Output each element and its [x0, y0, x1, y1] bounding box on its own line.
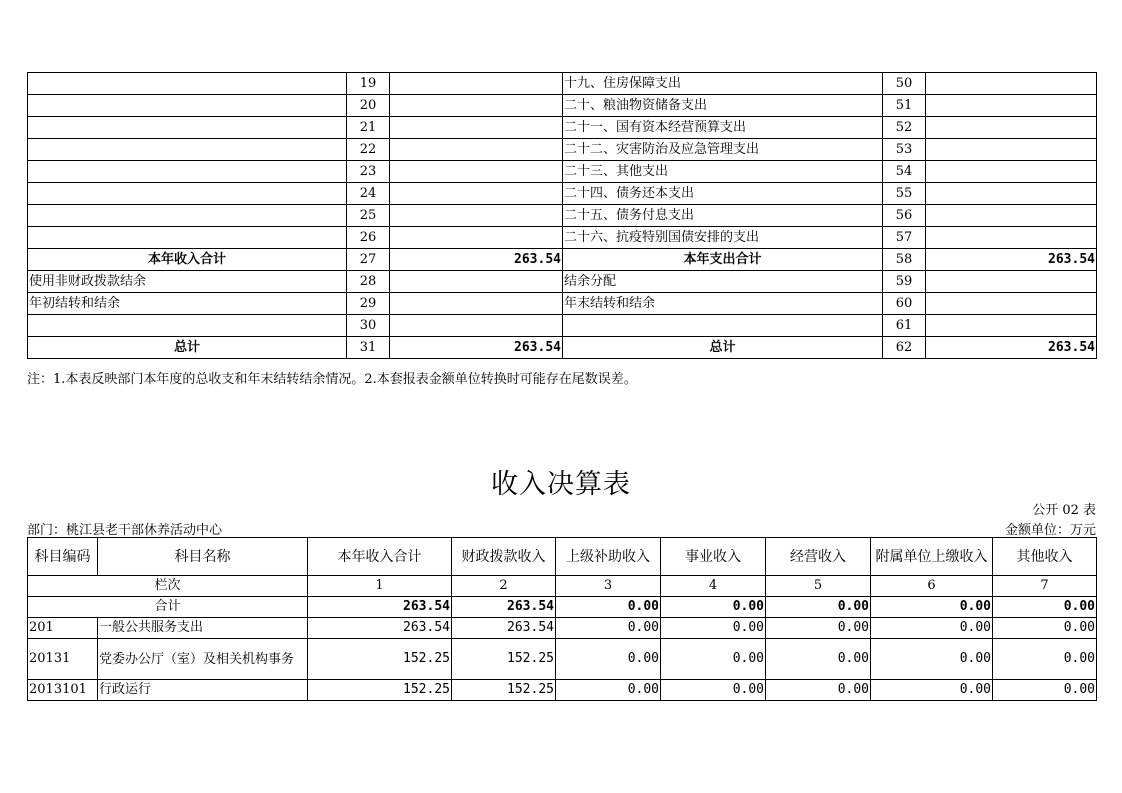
- table-row: [28, 337, 1097, 359]
- table-row: [28, 315, 1097, 337]
- table-row: [28, 271, 1097, 293]
- expense-line-number: 53: [883, 139, 926, 161]
- income-item-label: [28, 117, 347, 139]
- amount-cell: 0.00: [661, 680, 766, 701]
- expense-amount: [926, 183, 1097, 205]
- income-line-number: 30: [347, 315, 390, 337]
- income-item-label: [28, 227, 347, 249]
- income-item-label: 年初结转和结余: [28, 293, 347, 315]
- table-row: [28, 293, 1097, 315]
- income-line-number: 26: [347, 227, 390, 249]
- income-amount: [390, 271, 563, 293]
- table-row: [28, 117, 1097, 139]
- total-value: 263.54: [452, 597, 556, 618]
- header-cell: 附属单位上缴收入: [871, 538, 993, 576]
- income-amount: [390, 315, 563, 337]
- expense-amount: [926, 161, 1097, 183]
- subject-name: 党委办公厅（室）及相关机构事务: [98, 639, 308, 680]
- income-amount: [390, 139, 563, 161]
- header-cell: 上级补助收入: [556, 538, 661, 576]
- income-item-label: [28, 205, 347, 227]
- table-note: 注：1.本表反映部门本年度的总收支和年末结转结余情况。2.本套报表金额单位转换时可能存在尾数误差。: [27, 372, 637, 387]
- expense-item-label: 二十五、债务付息支出: [563, 205, 883, 227]
- expense-line-number: 51: [883, 95, 926, 117]
- table-row: [28, 161, 1097, 183]
- column-number: 1: [308, 576, 452, 597]
- expense-amount: [926, 227, 1097, 249]
- amount-cell: 0.00: [556, 618, 661, 639]
- income-expense-summary-table: [27, 72, 1097, 359]
- amount-cell: 0.00: [661, 618, 766, 639]
- expense-item-label: 二十四、债务还本支出: [563, 183, 883, 205]
- income-line-number: 20: [347, 95, 390, 117]
- income-amount: 263.54: [390, 337, 563, 359]
- expense-line-number: 55: [883, 183, 926, 205]
- income-amount: [390, 161, 563, 183]
- amount-cell: 0.00: [766, 680, 871, 701]
- expense-item-label: 二十二、灾害防治及应急管理支出: [563, 139, 883, 161]
- income-amount: [390, 117, 563, 139]
- expense-item-label: 二十三、其他支出: [563, 161, 883, 183]
- income-amount: [390, 73, 563, 95]
- amount-cell: 0.00: [993, 639, 1097, 680]
- report-title: 收入决算表: [491, 469, 631, 500]
- income-amount: [390, 95, 563, 117]
- header-cell: 财政拨款收入: [452, 538, 556, 576]
- amount-cell: 0.00: [993, 680, 1097, 701]
- total-label: 合计: [28, 597, 308, 618]
- income-amount: [390, 205, 563, 227]
- subject-name: 一般公共服务支出: [98, 618, 308, 639]
- amount-cell: 152.25: [452, 639, 556, 680]
- header-row: [28, 538, 1097, 576]
- expense-amount: [926, 117, 1097, 139]
- header-cell: 科目名称: [98, 538, 308, 576]
- amount-cell: 263.54: [452, 618, 556, 639]
- subject-code: 201: [28, 618, 98, 639]
- income-amount: [390, 293, 563, 315]
- amount-cell: 263.54: [308, 618, 452, 639]
- expense-line-number: 52: [883, 117, 926, 139]
- column-number: 4: [661, 576, 766, 597]
- table-row: [28, 95, 1097, 117]
- total-value: 0.00: [766, 597, 871, 618]
- expense-line-number: 61: [883, 315, 926, 337]
- income-line-number: 22: [347, 139, 390, 161]
- department-label: 部门：桃江县老干部休养活动中心: [27, 523, 223, 538]
- table-row: [28, 249, 1097, 271]
- expense-amount: [926, 95, 1097, 117]
- income-item-label: [28, 73, 347, 95]
- amount-cell: 0.00: [556, 639, 661, 680]
- header-cell: 事业收入: [661, 538, 766, 576]
- subject-name: 行政运行: [98, 680, 308, 701]
- expense-amount: 263.54: [926, 249, 1097, 271]
- expense-amount: [926, 293, 1097, 315]
- income-item-label: [28, 161, 347, 183]
- column-number: 2: [452, 576, 556, 597]
- income-item-label: [28, 139, 347, 161]
- expense-line-number: 56: [883, 205, 926, 227]
- expense-item-label: 二十、粮油物资储备支出: [563, 95, 883, 117]
- column-number: 3: [556, 576, 661, 597]
- income-line-number: 25: [347, 205, 390, 227]
- header-cell: 经营收入: [766, 538, 871, 576]
- income-report-table: [27, 537, 1097, 701]
- amount-cell: 0.00: [556, 680, 661, 701]
- table-row: [28, 618, 1097, 639]
- expense-line-number: 50: [883, 73, 926, 95]
- amount-cell: 152.25: [308, 639, 452, 680]
- table-row: [28, 73, 1097, 95]
- amount-cell: 152.25: [452, 680, 556, 701]
- header-cell: 本年收入合计: [308, 538, 452, 576]
- income-item-label: 使用非财政拨款结余: [28, 271, 347, 293]
- total-value: 263.54: [308, 597, 452, 618]
- income-line-number: 23: [347, 161, 390, 183]
- expense-item-label: 二十一、国有资本经营预算支出: [563, 117, 883, 139]
- expense-item-label: 本年支出合计: [563, 249, 883, 271]
- expense-amount: [926, 271, 1097, 293]
- column-number-label: 栏次: [28, 576, 308, 597]
- total-value: 0.00: [556, 597, 661, 618]
- income-item-label: 总计: [28, 337, 347, 359]
- column-number-row: [28, 576, 1097, 597]
- amount-cell: 0.00: [766, 639, 871, 680]
- expense-item-label: 结余分配: [563, 271, 883, 293]
- header-cell: 科目编码: [28, 538, 98, 576]
- column-number: 5: [766, 576, 871, 597]
- table-row: [28, 205, 1097, 227]
- table-row: [28, 139, 1097, 161]
- expense-line-number: 60: [883, 293, 926, 315]
- amount-cell: 0.00: [766, 618, 871, 639]
- income-item-label: 本年收入合计: [28, 249, 347, 271]
- expense-amount: 263.54: [926, 337, 1097, 359]
- income-item-label: [28, 183, 347, 205]
- subject-code: 2013101: [28, 680, 98, 701]
- income-amount: [390, 183, 563, 205]
- expense-item-label: 总计: [563, 337, 883, 359]
- table-row: [28, 680, 1097, 701]
- income-line-number: 29: [347, 293, 390, 315]
- income-item-label: [28, 95, 347, 117]
- amount-unit-label: 金额单位：万元: [1004, 523, 1096, 538]
- expense-line-number: 58: [883, 249, 926, 271]
- amount-cell: 0.00: [871, 639, 993, 680]
- subject-code: 20131: [28, 639, 98, 680]
- expense-line-number: 62: [883, 337, 926, 359]
- amount-cell: 0.00: [871, 618, 993, 639]
- income-amount: 263.54: [390, 249, 563, 271]
- expense-amount: [926, 73, 1097, 95]
- table-row: [28, 227, 1097, 249]
- income-line-number: 19: [347, 73, 390, 95]
- expense-line-number: 57: [883, 227, 926, 249]
- total-value: 0.00: [871, 597, 993, 618]
- income-line-number: 27: [347, 249, 390, 271]
- table-row: [28, 183, 1097, 205]
- total-row: [28, 597, 1097, 618]
- amount-cell: 0.00: [871, 680, 993, 701]
- header-cell: 其他收入: [993, 538, 1097, 576]
- expense-amount: [926, 139, 1097, 161]
- form-number: 公开 02 表: [1032, 503, 1096, 518]
- expense-amount: [926, 205, 1097, 227]
- expense-amount: [926, 315, 1097, 337]
- column-number: 7: [993, 576, 1097, 597]
- expense-line-number: 59: [883, 271, 926, 293]
- expense-line-number: 54: [883, 161, 926, 183]
- income-line-number: 28: [347, 271, 390, 293]
- total-value: 0.00: [993, 597, 1097, 618]
- amount-cell: 152.25: [308, 680, 452, 701]
- total-value: 0.00: [661, 597, 766, 618]
- expense-item-label: 二十六、抗疫特别国债安排的支出: [563, 227, 883, 249]
- income-line-number: 31: [347, 337, 390, 359]
- income-amount: [390, 227, 563, 249]
- table-row: [28, 639, 1097, 680]
- income-line-number: 24: [347, 183, 390, 205]
- expense-item-label: 十九、住房保障支出: [563, 73, 883, 95]
- income-item-label: [28, 315, 347, 337]
- amount-cell: 0.00: [661, 639, 766, 680]
- column-number: 6: [871, 576, 993, 597]
- income-line-number: 21: [347, 117, 390, 139]
- amount-cell: 0.00: [993, 618, 1097, 639]
- expense-item-label: [563, 315, 883, 337]
- expense-item-label: 年末结转和结余: [563, 293, 883, 315]
